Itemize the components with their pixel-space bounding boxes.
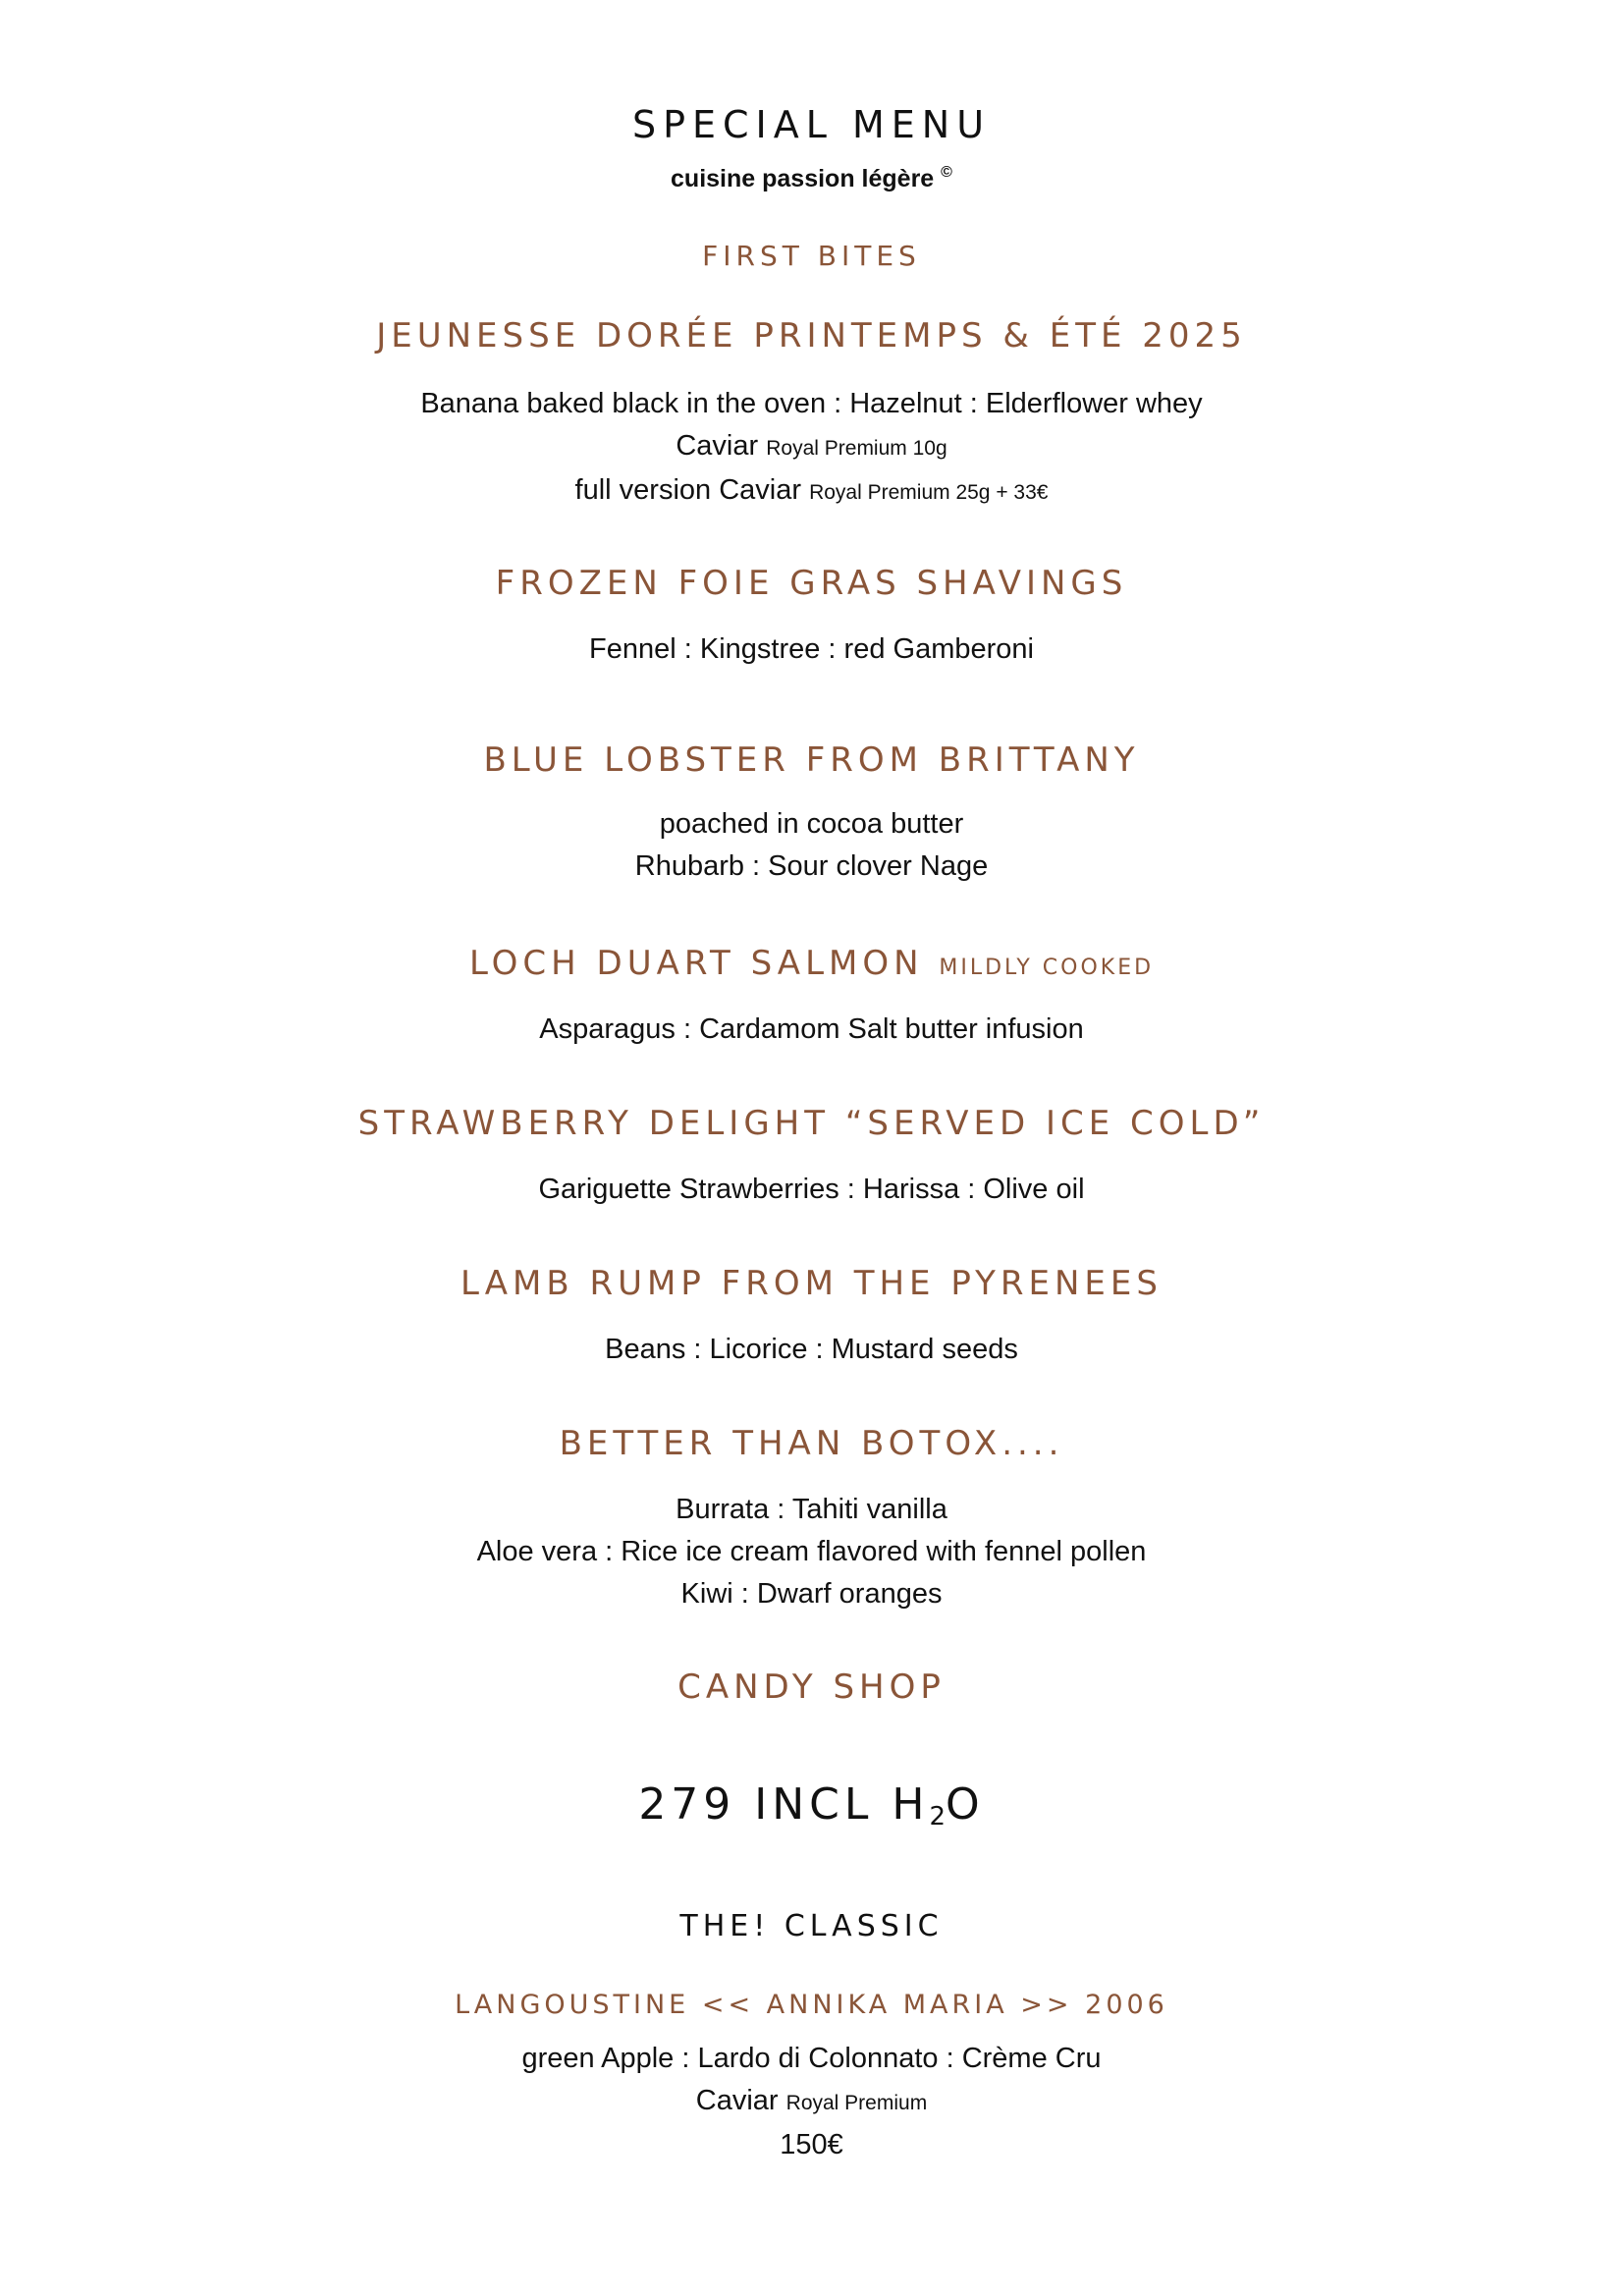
- dish-line: [0, 383, 1623, 425]
- dish-line-text: Kiwi : Dwarf oranges: [680, 1578, 943, 1610]
- dish-description-strawberry-delight: [0, 1169, 1623, 1211]
- dish-title-lamb-rump: LAMB RUMP FROM THE PYRENEES: [460, 1264, 1163, 1303]
- dish-price: 150€: [780, 2129, 843, 2160]
- dish-line-text: Burrata : Tahiti vanilla: [676, 1494, 947, 1525]
- classic-heading: THE! CLASSIC: [679, 1909, 944, 1943]
- dish-line-text: Rhubarb : Sour clover Nage: [634, 850, 989, 882]
- dish-title-suffix: MILDLY COOKED: [939, 956, 1155, 980]
- section-heading-first-bites: FIRST BITES: [702, 240, 921, 272]
- dish-description-jeunesse-doree: [0, 383, 1623, 514]
- dish-line-text: full version Caviar: [574, 474, 802, 506]
- dish-line-note: Royal Premium 10g: [766, 437, 947, 460]
- dish-line: [0, 425, 1623, 469]
- price-subscript: 2: [929, 1802, 947, 1831]
- dish-line: [0, 1573, 1623, 1615]
- dish-line-text: Beans : Licorice : Mustard seeds: [605, 1334, 1018, 1365]
- dish-line-text: Banana baked black in the oven : Hazelnut : Elderflower whey: [420, 388, 1203, 419]
- dish-line: [0, 1531, 1623, 1573]
- dish-title-blue-lobster: BLUE LOBSTER FROM BRITTANY: [483, 740, 1140, 780]
- dish-line: [0, 846, 1623, 888]
- dish-description-better-than-botox: [0, 1489, 1623, 1615]
- copyright-mark: ©: [941, 164, 952, 181]
- dish-description-blue-lobster: [0, 803, 1623, 888]
- dish-description-frozen-foie-gras: [0, 629, 1623, 671]
- dish-line-text: Caviar: [676, 430, 759, 462]
- dish-description-lamb-rump: [0, 1329, 1623, 1371]
- dish-title-better-than-botox: BETTER THAN BOTOX....: [559, 1424, 1064, 1463]
- dish-line: [0, 2124, 1623, 2166]
- dish-line-note: Royal Premium: [785, 2092, 928, 2114]
- dish-title-candy-shop: CANDY SHOP: [677, 1667, 946, 1707]
- dish-line: [0, 2038, 1623, 2080]
- dish-line-note: Royal Premium 25g + 33€: [809, 481, 1049, 504]
- price-text: 279 INCL H: [638, 1779, 930, 1830]
- dish-line-text: Asparagus : Cardamom Salt butter infusion: [539, 1013, 1084, 1045]
- menu-title: SPECIAL MENU: [631, 103, 992, 146]
- dish-line: [0, 2080, 1623, 2124]
- dish-line: [0, 469, 1623, 514]
- menu-subtitle-text: cuisine passion légère: [671, 165, 935, 192]
- dish-line-text: Aloe vera : Rice ice cream flavored with fennel pollen: [476, 1536, 1147, 1567]
- menu-price: [0, 1776, 1623, 1846]
- dish-title-frozen-foie-gras: FROZEN FOIE GRAS SHAVINGS: [495, 564, 1128, 603]
- dish-title-loch-duart-salmon: [0, 940, 1623, 992]
- dish-line-text: green Apple : Lardo di Colonnato : Crème Cru: [521, 2043, 1102, 2074]
- dish-line: [0, 1009, 1623, 1051]
- price-suffix: O: [946, 1779, 985, 1830]
- dish-line: [0, 803, 1623, 846]
- dish-line-text: Caviar: [695, 2085, 779, 2116]
- dish-line: [0, 629, 1623, 671]
- dish-title-text: LOCH DUART SALMON: [468, 944, 924, 983]
- dish-line: [0, 1169, 1623, 1211]
- dish-line-text: Gariguette Strawberries : Harissa : Olive oil: [538, 1174, 1085, 1205]
- menu-subtitle: [0, 155, 1623, 196]
- dish-line: [0, 1329, 1623, 1371]
- dish-line-text: poached in cocoa butter: [659, 808, 964, 840]
- dish-description-loch-duart-salmon: [0, 1009, 1623, 1051]
- dish-title-langoustine: LANGOUSTINE << ANNIKA MARIA >> 2006: [455, 1990, 1168, 2020]
- dish-description-langoustine: [0, 2038, 1623, 2166]
- dish-title-strawberry-delight: STRAWBERRY DELIGHT “SERVED ICE COLD”: [357, 1104, 1266, 1143]
- dish-line-text: Fennel : Kingstree : red Gamberoni: [589, 633, 1034, 665]
- dish-line: [0, 1489, 1623, 1531]
- dish-title-jeunesse-doree: JEUNESSE DORÉE PRINTEMPS & ÉTÉ 2025: [376, 316, 1247, 355]
